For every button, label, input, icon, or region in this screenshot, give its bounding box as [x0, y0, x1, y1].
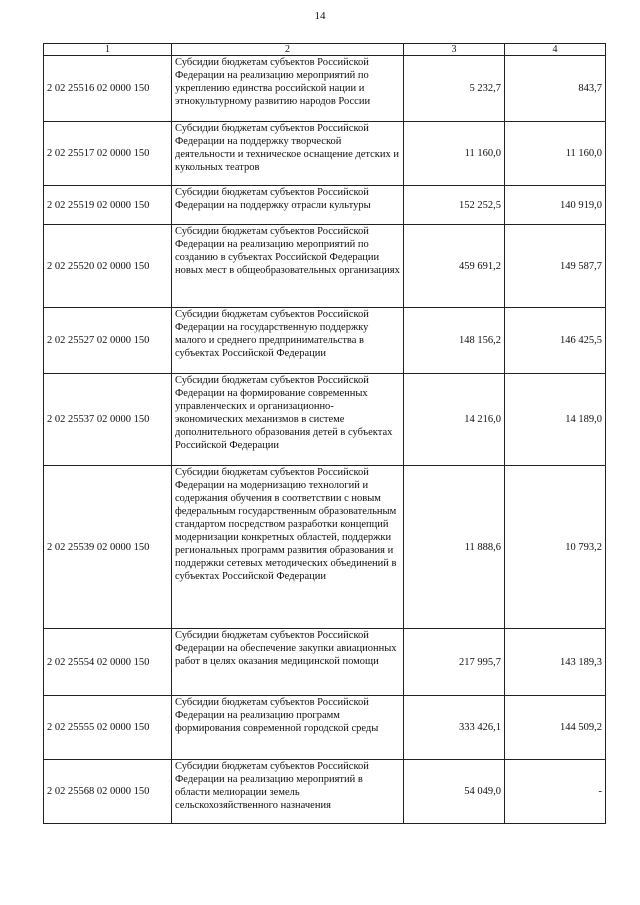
table-row	[44, 225, 606, 308]
table-row	[44, 56, 606, 122]
row-code: 2 02 25539 02 0000 150	[44, 466, 172, 629]
table-row	[44, 308, 606, 374]
row-description: Субсидии бюджетам субъектов Российской Федерации на поддержку творческой деятельности и техническое оснащение детских и кукольных театров	[172, 122, 404, 186]
row-value-3: 54 049,0	[404, 760, 505, 824]
budget-table	[43, 43, 606, 824]
row-value-3: 217 995,7	[404, 629, 505, 696]
row-description: Субсидии бюджетам субъектов Российской Федерации на модернизацию технологий и содержания обучения в соответствии с новым федеральным государственным образовательным стандартом посредством разработки концепций модернизации конкретных областей, поддержки региональных программ развития образования и поддержки сетевых методических объединений в субъектах Российской Федерации	[172, 466, 404, 629]
table-row	[44, 629, 606, 696]
row-value-3: 14 216,0	[404, 374, 505, 466]
row-value-3: 11 888,6	[404, 466, 505, 629]
row-description: Субсидии бюджетам субъектов Российской Федерации на формирование современных управленческих и организационно-экономических механизмов в системе дополнительного образования детей в субъектах Российской Федерации	[172, 374, 404, 466]
row-value-4: 843,7	[505, 56, 606, 122]
row-code: 2 02 25568 02 0000 150	[44, 760, 172, 824]
row-value-4: 14 189,0	[505, 374, 606, 466]
table-row	[44, 466, 606, 629]
row-value-4: 140 919,0	[505, 186, 606, 225]
row-value-4: 143 189,3	[505, 629, 606, 696]
row-description: Субсидии бюджетам субъектов Российской Федерации на реализацию мероприятий по укреплению единства российской нации и этнокультурному развитию народов России	[172, 56, 404, 122]
column-header-1: 1	[44, 44, 172, 56]
table-row	[44, 122, 606, 186]
row-value-4: 146 425,5	[505, 308, 606, 374]
page-number: 14	[314, 10, 326, 22]
table-row	[44, 696, 606, 760]
column-header-4: 4	[505, 44, 606, 56]
row-code: 2 02 25527 02 0000 150	[44, 308, 172, 374]
row-code: 2 02 25537 02 0000 150	[44, 374, 172, 466]
column-header-3: 3	[404, 44, 505, 56]
row-value-4: 144 509,2	[505, 696, 606, 760]
row-description: Субсидии бюджетам субъектов Российской Федерации на реализацию мероприятий в области мелиорации земель сельскохозяйственного назначения	[172, 760, 404, 824]
row-value-3: 152 252,5	[404, 186, 505, 225]
row-value-4: 10 793,2	[505, 466, 606, 629]
row-value-3: 333 426,1	[404, 696, 505, 760]
table-row	[44, 186, 606, 225]
row-description: Субсидии бюджетам субъектов Российской Федерации на реализацию программ формирования современной городской среды	[172, 696, 404, 760]
row-value-3: 148 156,2	[404, 308, 505, 374]
row-description: Субсидии бюджетам субъектов Российской Федерации на обеспечение закупки авиационных работ в целях оказания медицинской помощи	[172, 629, 404, 696]
column-header-2: 2	[172, 44, 404, 56]
table-row	[44, 760, 606, 824]
row-code: 2 02 25519 02 0000 150	[44, 186, 172, 225]
row-code: 2 02 25555 02 0000 150	[44, 696, 172, 760]
row-code: 2 02 25554 02 0000 150	[44, 629, 172, 696]
row-code: 2 02 25516 02 0000 150	[44, 56, 172, 122]
row-description: Субсидии бюджетам субъектов Российской Федерации на реализацию мероприятий по созданию в субъектах Российской Федерации новых мест в общеобразовательных организациях	[172, 225, 404, 308]
row-value-4: 11 160,0	[505, 122, 606, 186]
row-value-3: 459 691,2	[404, 225, 505, 308]
row-description: Субсидии бюджетам субъектов Российской Федерации на поддержку отрасли культуры	[172, 186, 404, 225]
table-row	[44, 374, 606, 466]
row-description: Субсидии бюджетам субъектов Российской Федерации на государственную поддержку малого и среднего предпринимательства в субъектах Российской Федерации	[172, 308, 404, 374]
row-value-4: 149 587,7	[505, 225, 606, 308]
row-code: 2 02 25520 02 0000 150	[44, 225, 172, 308]
row-value-3: 11 160,0	[404, 122, 505, 186]
row-code: 2 02 25517 02 0000 150	[44, 122, 172, 186]
row-value-4: -	[505, 760, 606, 824]
row-value-3: 5 232,7	[404, 56, 505, 122]
header-row	[44, 44, 606, 56]
